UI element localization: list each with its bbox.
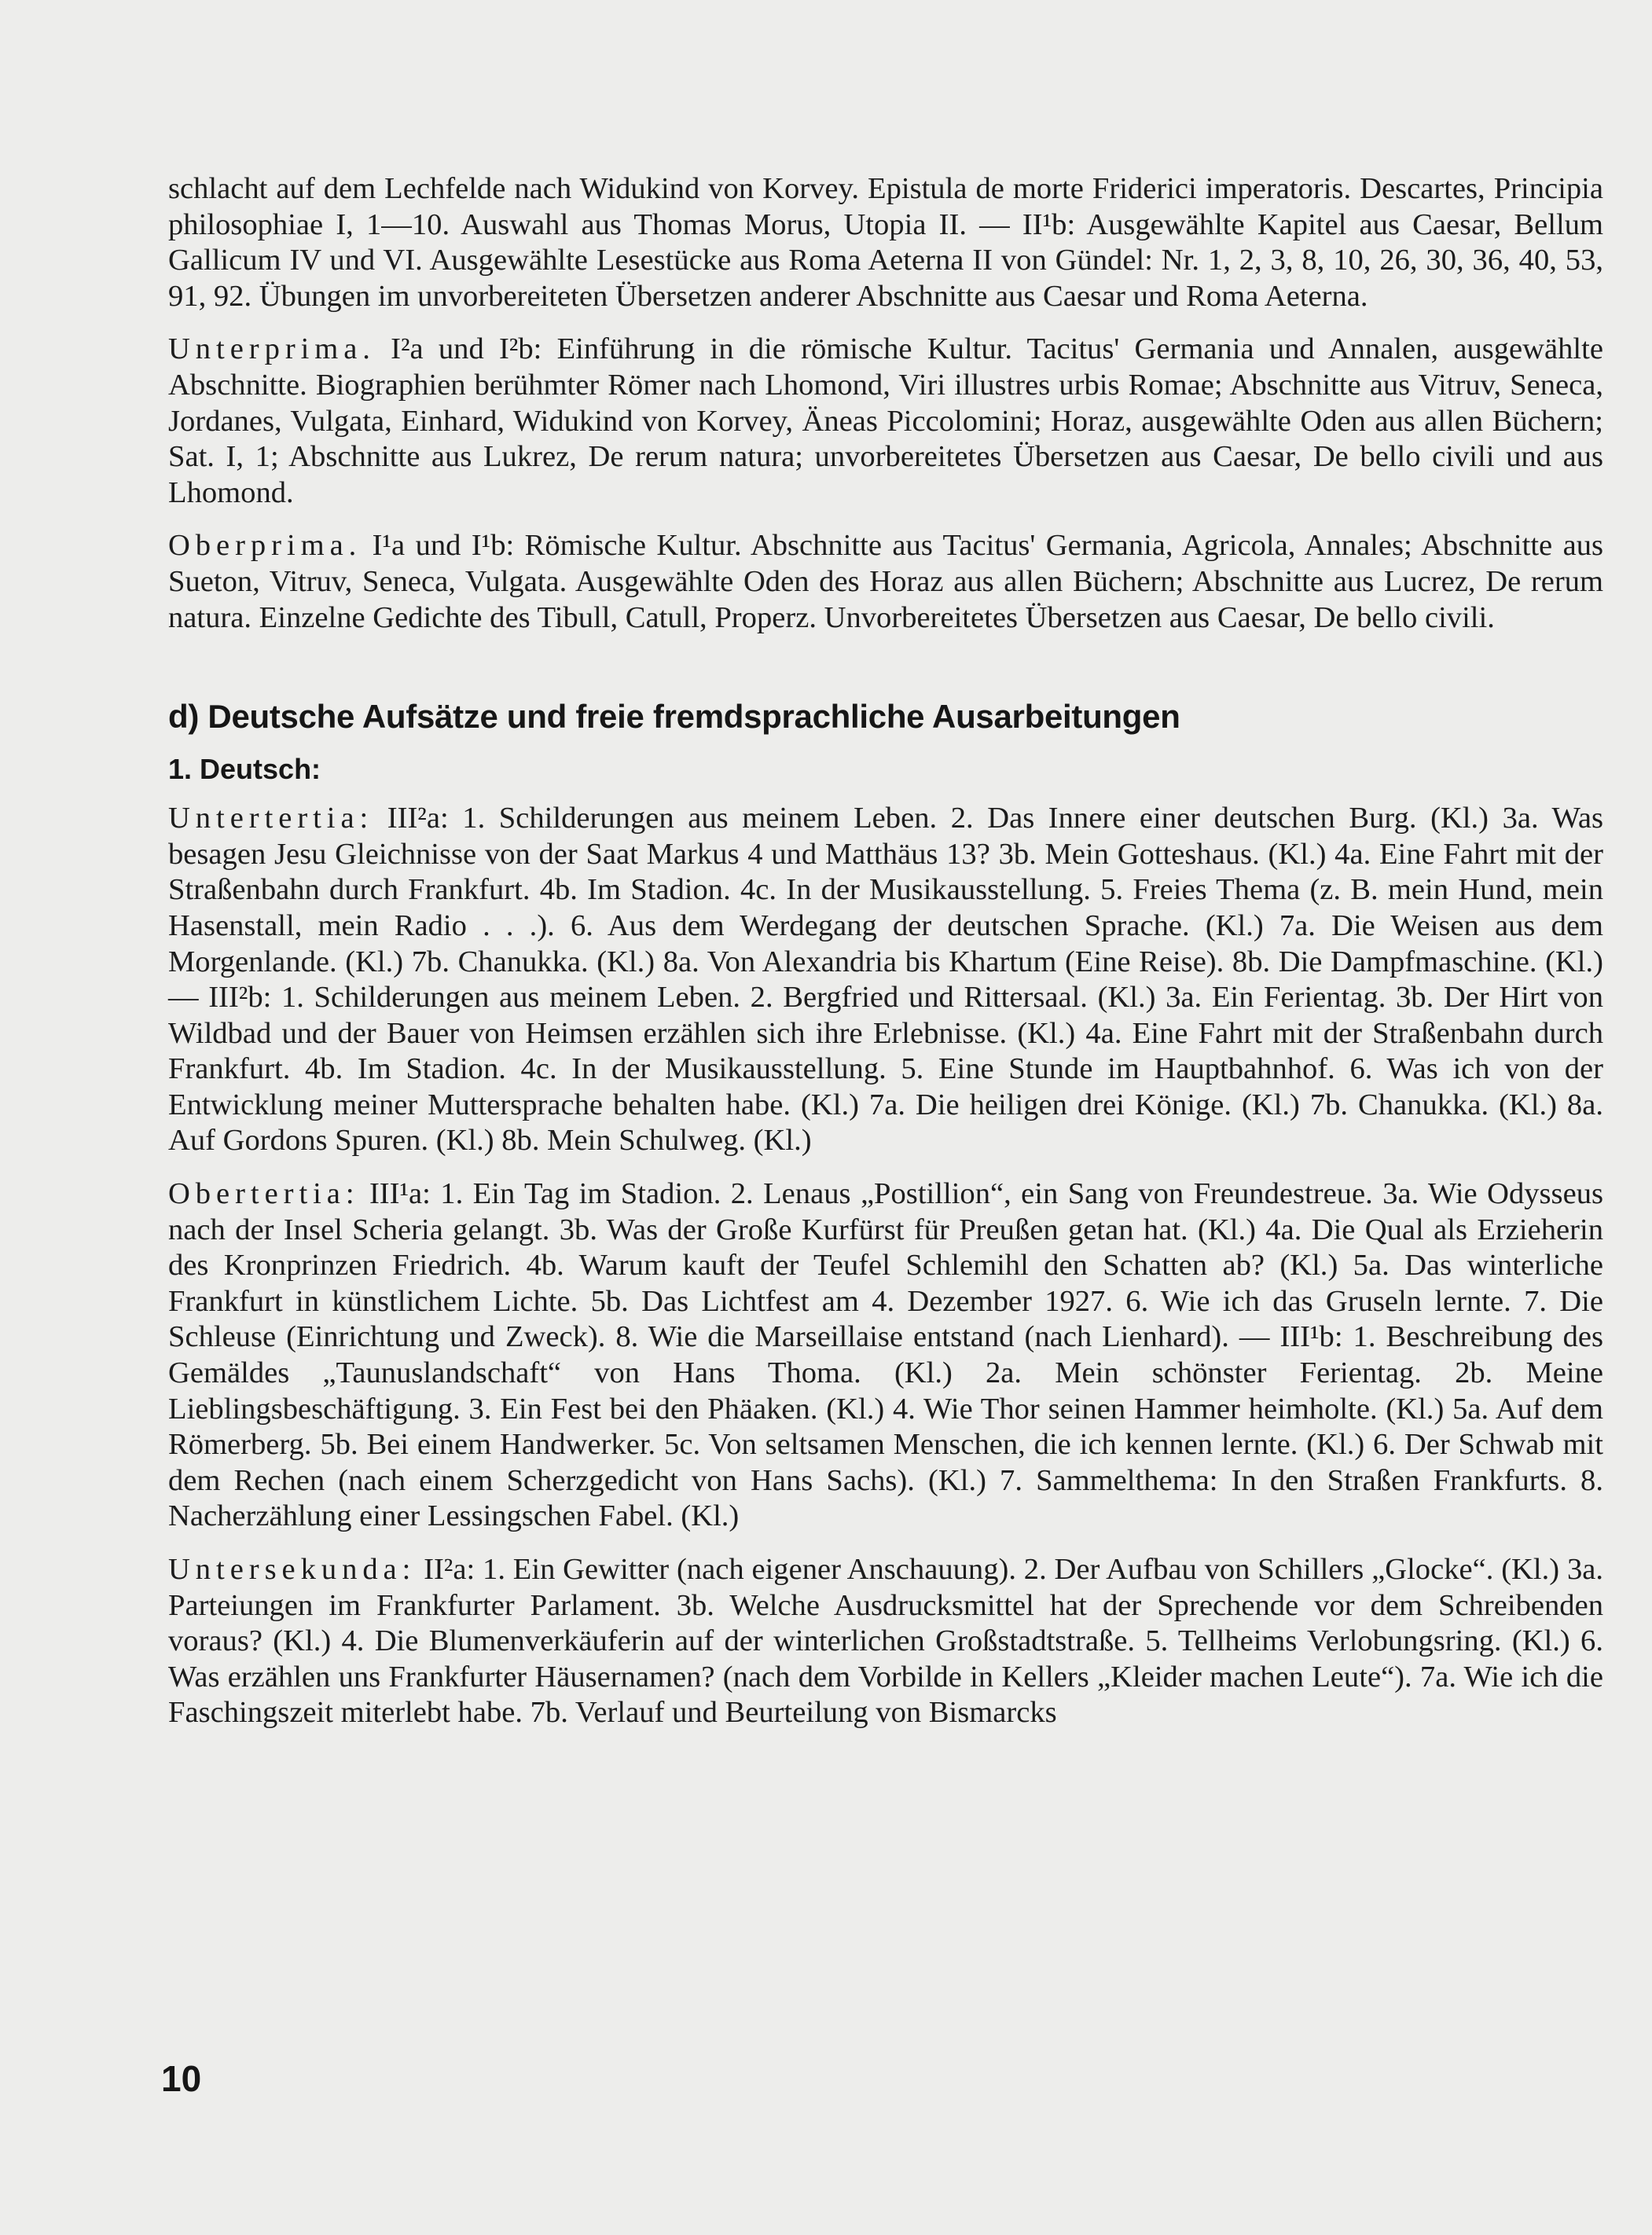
paragraph-untersekunda [168,1552,1603,1731]
paragraph-text: schlacht auf dem Lechfelde nach Widukind von Korvey. Epistula de morte Friderici imperatoris. Descartes, Principia philosophiae I, 1—10. Auswahl aus Thomas Morus, Utopia II. — II¹b: Ausgewählte Kapitel aus Caesar, Bellum Gallicum IV und VI. Ausgewählte Lesestücke aus Roma Aeterna II von Gündel: Nr. 1, 2, 3, 8, 10, 26, 30, 36, 40, 53, 91, 92. Übungen im unvorbereiteten Übersetzen anderer Abschnitte aus Caesar und Roma Aeterna. [168,172,1603,313]
german-essays-block [168,801,1603,1731]
page-content [168,171,1603,1731]
paragraph-text: II²a: 1. Ein Gewitter (nach eigener Anschauung). 2. Der Aufbau von Schillers „Glocke“. (Kl.) 3a. Parteiungen im Frankfurter Parlament. 3b. Welche Ausdrucksmittel hat der Sprechende vor dem Schreibenden voraus? (Kl.) 4. Die Blumenverkäuferin auf der winterlichen Großstadtstraße. 5. Tellheims Verlobungsring. (Kl.) 6. Was erzählen uns Frankfurter Häusernamen? (nach dem Vorbilde in Kellers „Kleider machen Leute“). 7a. Wie ich die Faschingszeit miterlebt habe. 7b. Verlauf und Beurteilung von Bismarcks [168,1553,1603,1730]
paragraph-label: Oberprima. [168,529,362,563]
page-number: 10 [161,2058,202,2099]
paragraph-label: Obertertia: [168,1177,360,1211]
paragraph-text: I¹a und I¹b: Römische Kultur. Abschnitte aus Tacitus' Germania, Agricola, Annales; Abschnitte aus Sueton, Vitruv, Seneca, Vulgata. Ausgewählte Oden des Horaz aus allen Büchern; Abschnitte aus Lucrez, De rerum natura. Einzelne Gedichte des Tibull, Catull, Properz. Unvorbereitetes Übersetzen aus Caesar, De bello civili. [168,529,1603,634]
paragraph-text: III¹a: 1. Ein Tag im Stadion. 2. Lenaus „Postillion“, ein Sang von Freundestreue. 3a. Wie Odysseus nach der Insel Scheria gelangt. 3b. Was der Große Kurfürst für Preußen getan hat. (Kl.) 4a. Die Qual als Erzieherin des Kronprinzen Friedrich. 4b. Warum kauft der Teufel Schlemihl den Schatten ab? (Kl.) 5a. Das winterliche Frankfurt in künstlichem Lichte. 5b. Das Lichtfest am 4. Dezember 1927. 6. Wie ich das Gruseln lernte. 7. Die Schleuse (Einrichtung und Zweck). 8. Wie die Marseillaise entstand (nach Lienhard). — III¹b: 1. Beschreibung des Gemäldes „Taunuslandschaft“ von Hans Thoma. (Kl.) 2a. Mein schönster Ferientag. 2b. Meine Lieblingsbeschäftigung. 3. Ein Fest bei den Phäaken. (Kl.) 4. Wie Thor seinen Hammer heimholte. (Kl.) 5a. Auf dem Römerberg. 5b. Bei einem Handwerker. 5c. Von seltsamen Menschen, die ich kennen lernte. (Kl.) 6. Der Schwab mit dem Rechen (nach einem Scherzgedicht von Hans Sachs). (Kl.) 7. Sammelthema: In den Straßen Frankfurts. 8. Nacherzählung einer Lessingschen Fabel. (Kl.) [168,1177,1603,1533]
paragraph-oberprima [168,528,1603,636]
section-heading: d) Deutsche Aufsätze und freie fremdsprachliche Ausarbeitungen [168,698,1180,736]
paragraph-label: Unterprima. [168,332,376,366]
paragraph-obertertia [168,1176,1603,1535]
latin-curriculum-block [168,171,1603,636]
paragraph-text: I²a und I²b: Einführung in die römische Kultur. Tacitus' Germania und Annalen, ausgewählte Abschnitte. Biographien berühmter Römer nach Lhomond, Viri illustres urbis Romae; Abschnitte aus Vitruv, Seneca, Jordanes, Vulgata, Einhard, Widukind von Korvey, Äneas Piccolomini; Horaz, ausgewählte Oden aus allen Büchern; Sat. I, 1; Abschnitte aus Lukrez, De rerum natura; unvorbereitetes Übersetzen aus Caesar, De bello civili und aus Lhomond. [168,332,1603,509]
subsection-heading: 1. Deutsch: [168,753,321,786]
paragraph-unterprima [168,332,1603,511]
paragraph-label: Untertertia: [168,802,374,835]
paragraph-text: III²a: 1. Schilderungen aus meinem Leben. 2. Das Innere einer deutschen Burg. (Kl.) 3a. Was besagen Jesu Gleichnisse von der Saat Markus 4 und Matthäus 13? 3b. Mein Gotteshaus. (Kl.) 4a. Eine Fahrt mit der Straßenbahn durch Frankfurt. 4b. Im Stadion. 4c. In der Musikausstellung. 5. Freies Thema (z. B. mein Hund, mein Hasenstall, mein Radio . . .). 6. Aus dem Werdegang der deutschen Sprache. (Kl.) 7a. Die Weisen aus dem Morgenlande. (Kl.) 7b. Chanukka. (Kl.) 8a. Von Alexandria bis Khartum (Eine Reise). 8b. Die Dampfmaschine. (Kl.) — III²b: 1. Schilderungen aus meinem Leben. 2. Bergfried und Rittersaal. (Kl.) 3a. Ein Ferientag. 3b. Der Hirt von Wildbad und der Bauer von Heimsen erzählen sich ihre Erlebnisse. (Kl.) 4a. Eine Fahrt mit der Straßenbahn durch Frankfurt. 4b. Im Stadion. 4c. In der Musikausstellung. 5. Eine Stunde im Hauptbahnhof. 6. Was ich von der Entwicklung meiner Muttersprache behalten habe. (Kl.) 7a. Die heiligen drei Könige. (Kl.) 7b. Chanukka. (Kl.) 8a. Auf Gordons Spuren. (Kl.) 8b. Mein Schulweg. (Kl.) [168,802,1603,1158]
paragraph-continuation [168,171,1603,314]
paragraph-untertertia [168,801,1603,1159]
paragraph-label: Untersekunda: [168,1553,417,1586]
